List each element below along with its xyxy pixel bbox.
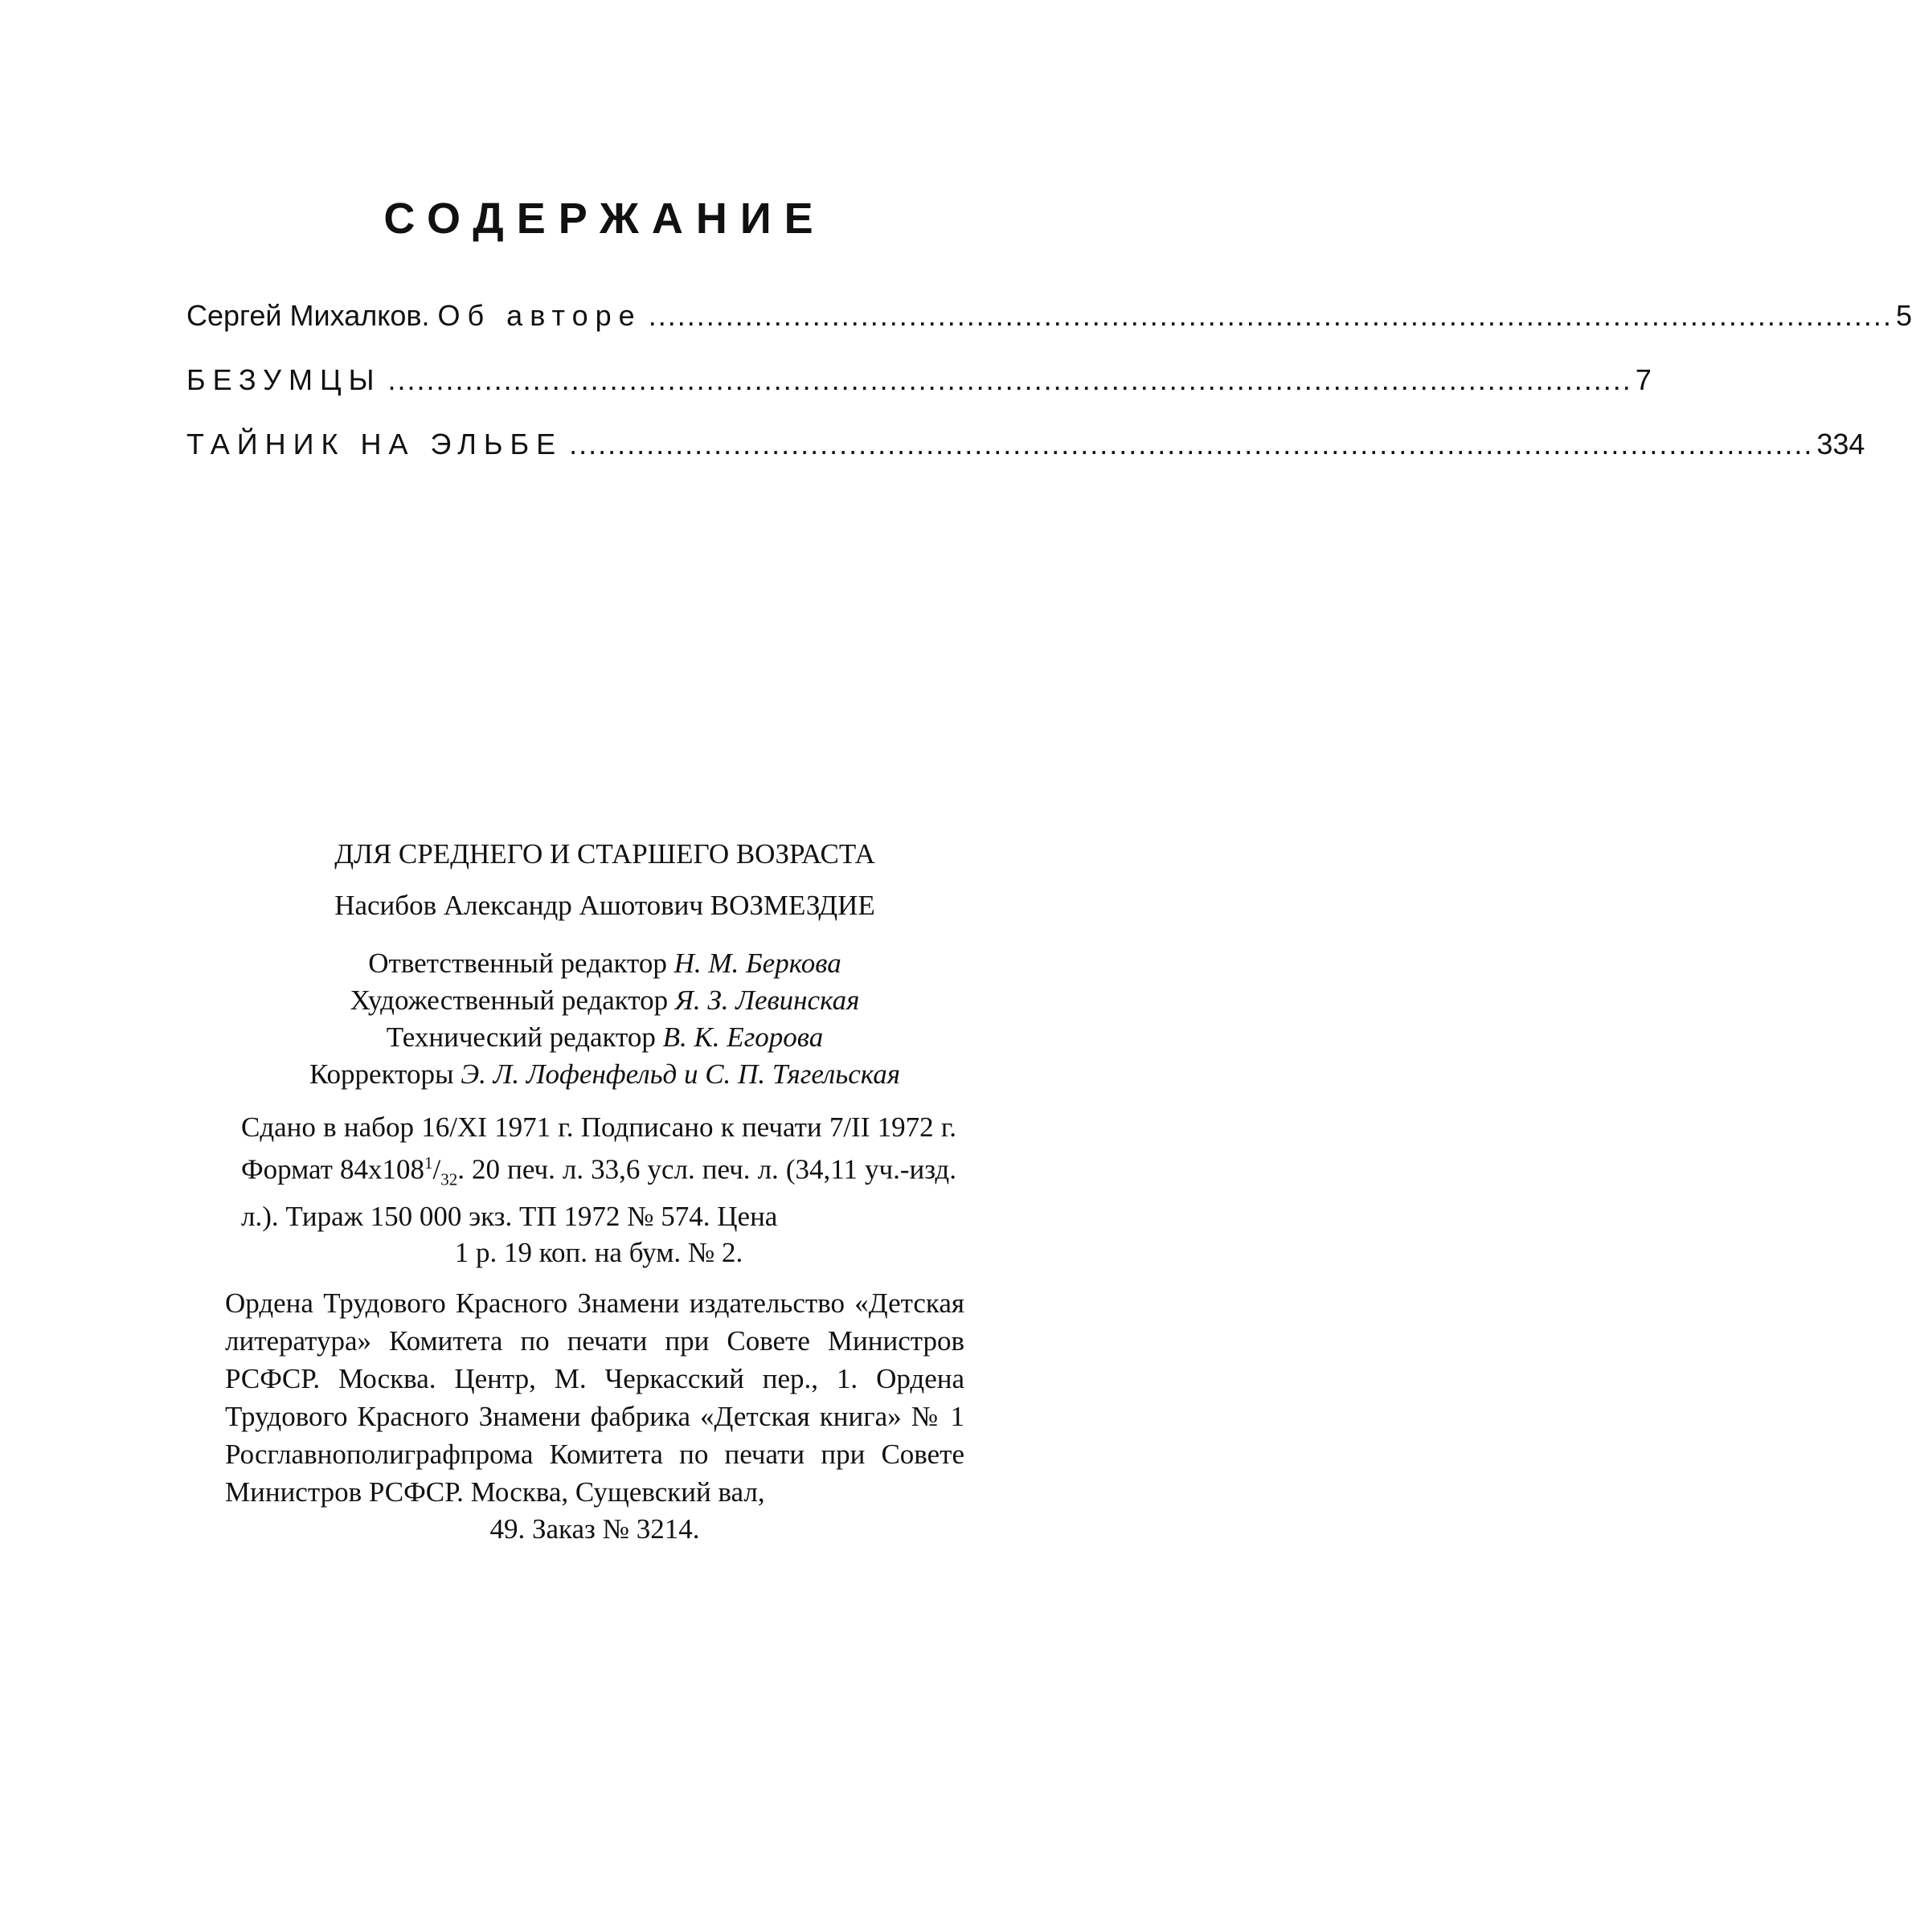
staff-credit — [0, 1019, 1210, 1056]
format-fraction-denominator: 32 — [440, 1169, 458, 1189]
colophon — [0, 836, 1210, 1548]
toc-title: СОДЕРЖАНИЕ — [383, 194, 826, 243]
print-imprint — [241, 1109, 956, 1234]
imprint-text: . 20 печ. л. 33,6 усл. печ. л. (34,11 уч.-изд. л.). Тираж 150 000 экз. ТП 1972 № 574. Цена — [241, 1153, 956, 1232]
book-title: ВОЗМЕЗДИЕ — [710, 890, 875, 921]
toc-entry-label-prefix: Сергей Михалков. — [186, 299, 438, 332]
author-name: Насибов Александр Ашотович — [334, 890, 704, 921]
author-line — [0, 887, 1210, 924]
publisher-info: Ордена Трудового Красного Знамени издательство «Детская литература» Комитета по печати при Совете Министров РСФСР. Москва. Центр, М. Черкасский пер., 1. Ордена Трудового Красного Знамени фабрика «Детская книга» № 1 Росглавнополиграфпрома Комитета по печати при Совете Министров РСФСР. Москва, Сущевский вал, — [225, 1287, 964, 1508]
staff-credit — [0, 982, 1210, 1019]
format-fraction-numerator: 1 — [424, 1153, 433, 1173]
staff-name: Э. Л. Лофенфельд и С. П. Тягельская — [461, 1058, 901, 1090]
toc-entry[interactable] — [186, 297, 1912, 334]
toc-entry-label — [186, 297, 649, 334]
staff-role: Ответственный редактор — [368, 948, 667, 979]
table-of-contents — [186, 297, 1912, 490]
staff-name: Н. М. Беркова — [673, 948, 841, 979]
toc-leader-dots: ................................................................................................................................. — [387, 363, 1632, 396]
toc-entry-label-spaced: ТАЙНИК НА ЭЛЬБЕ — [186, 428, 563, 460]
toc-entry-page: 5 — [1895, 299, 1912, 332]
toc-entry[interactable] — [186, 426, 1865, 463]
staff-role: Технический редактор — [386, 1021, 656, 1053]
staff-name: В. К. Егорова — [662, 1021, 824, 1053]
price-line: 1 р. 19 коп. на бум. № 2. — [454, 1236, 743, 1268]
staff-credit — [0, 1056, 1210, 1093]
staff-role: Корректоры — [309, 1058, 454, 1090]
toc-entry-label — [186, 426, 569, 463]
staff-name: Я. З. Левинская — [674, 984, 860, 1016]
imprint-text: Сдано в набор 16/XI 1971 г. Подписано к печати 7/II 1972 г. Формат 84x108 — [241, 1111, 956, 1185]
toc-entry-label-spaced: БЕЗУМЦЫ — [186, 363, 382, 396]
toc-entry-page: 334 — [1816, 428, 1865, 460]
staff-credits — [0, 945, 1210, 1093]
toc-entry-page: 7 — [1635, 363, 1652, 396]
toc-leader-dots: ................................................................................................................................. — [648, 299, 1893, 332]
toc-leader-dots: ................................................................................................................................. — [569, 428, 1814, 460]
format-fraction-slash: / — [432, 1153, 441, 1185]
order-number: 49. Заказ № 3214. — [489, 1512, 700, 1545]
toc-entry-label — [186, 362, 388, 399]
toc-entry[interactable] — [186, 362, 1652, 399]
toc-entry-label-spaced: Об автоpe — [437, 299, 642, 332]
staff-role: Художественный редактор — [350, 984, 669, 1016]
audience-label: ДЛЯ СРЕДНЕГО И СТАРШЕГО ВОЗРАСТА — [334, 838, 875, 870]
staff-credit — [0, 945, 1210, 982]
